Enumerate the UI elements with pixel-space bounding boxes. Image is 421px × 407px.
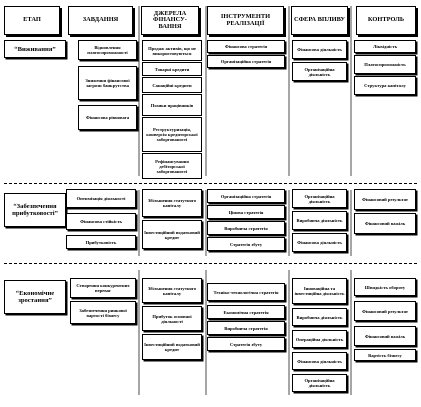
stage1-instrument: Організаційна стратегія [207,55,285,68]
header-sources: ДЖЕРЕЛА ФІНАНСУ-ВАННЯ [141,6,199,35]
stage2-task: Оптимізація діяльності [66,189,136,208]
stage2-task: Фінансова стійкість [66,213,136,230]
stage1-control: Платоспроможність [354,55,416,74]
stage3-source: Інвестиційний податковий кредит [142,334,202,360]
stage3-sphere: Фінансова діяльність [292,352,347,370]
stage2-source: Збільшення статутного капіталу [142,189,202,217]
stage3-sphere: Виробнича діяльність [292,308,347,326]
stage2-source: Інвестиційний податковий кредит [142,220,202,249]
stage2-sphere: Організаційна діяльність [292,189,347,208]
header-instruments: ІНСТРУМЕНТИ РЕАЛІЗАЦІЇ [207,6,284,35]
stage1-name: “Виживання” [4,40,66,58]
stage3-control: Фінансовий результат [354,301,416,321]
stage1-source: Продаж активів, що не використовуються [142,40,202,61]
stage3-sphere: Інноваційна та інвестиційна діяльність [292,278,347,304]
stage2-instrument: Цінова стратегія [207,205,285,219]
stage3-task: Створення конкурентних переваг [70,278,136,298]
stage3-instrument: Техніко-технологічна стратегія [207,283,285,301]
header-tasks: ЗАВДАННЯ [68,6,133,35]
stage-divider [4,263,417,264]
stage1-task: Відновлення платоспроможності [78,40,137,60]
stage3-sphere: Організаційна діяльність [292,374,347,392]
stage2-name: “Забезпечення прибутковості” [4,193,66,227]
stage1-control: Ліквідність [354,40,416,53]
stage3-instrument: Стратегія збуту [207,337,285,351]
stage1-source: Санаційні кредити [142,77,202,93]
stage3-instrument: Економічна стратегія [207,305,285,319]
stage1-control: Структура капіталу [354,76,416,95]
stage1-source: Рефінансування дебіторської заборгованості [142,153,202,179]
stage1-sphere: Фінансова діяльність [292,40,347,59]
stage3-sphere: Операційна діяльність [292,330,347,348]
stage2-instrument: Виробнича стратегія [207,221,285,235]
stage2-sphere: Виробнича діяльність [292,211,347,230]
stage1-source: Реструктуризація, конверсія кредиторської заборгованості [142,117,202,152]
stage3-source: Прибуток основної діяльності [142,306,202,331]
stage3-name: “Економічне зростання” [4,280,66,314]
stage2-control: Фінансовий результат [354,189,416,210]
stage3-source: Збільшення статутного капіталу [142,278,202,303]
stage1-source: Товарні кредити [142,62,202,76]
stage2-instrument: Стратегія збуту [207,237,285,251]
stage2-task: Прибутковість [66,235,136,249]
stage2-sphere: Фінансова діяльність [292,233,347,252]
stage-divider [4,183,417,184]
stage1-instrument: Фінансова стратегія [207,40,285,53]
stage1-task: Зниження фінансової загрози банкрутства [78,66,137,100]
stage3-control: Швидкість обороту [354,278,416,296]
stage3-task: Забезпечення ринкової вартості бізнесу [70,301,136,324]
header-control: КОНТРОЛЬ [356,6,416,35]
stage2-instrument: Організаційна стратегія [207,189,285,203]
stage2-control: Фінансовий важіль [354,213,416,234]
stage1-source: Позики працівників [142,94,202,116]
stage3-control: Фінансовий важіль [354,326,416,346]
header-stage: ЕТАП [4,6,60,35]
header-sphere: СФЕРА ВПЛИВУ [291,6,348,35]
stage1-task: Фінансова рівновага [78,105,137,130]
stage3-instrument: Виробнича стратегія [207,321,285,335]
stage3-control: Вартість бізнесу [354,349,416,361]
stage1-sphere: Організаційна діяльність [292,62,347,81]
